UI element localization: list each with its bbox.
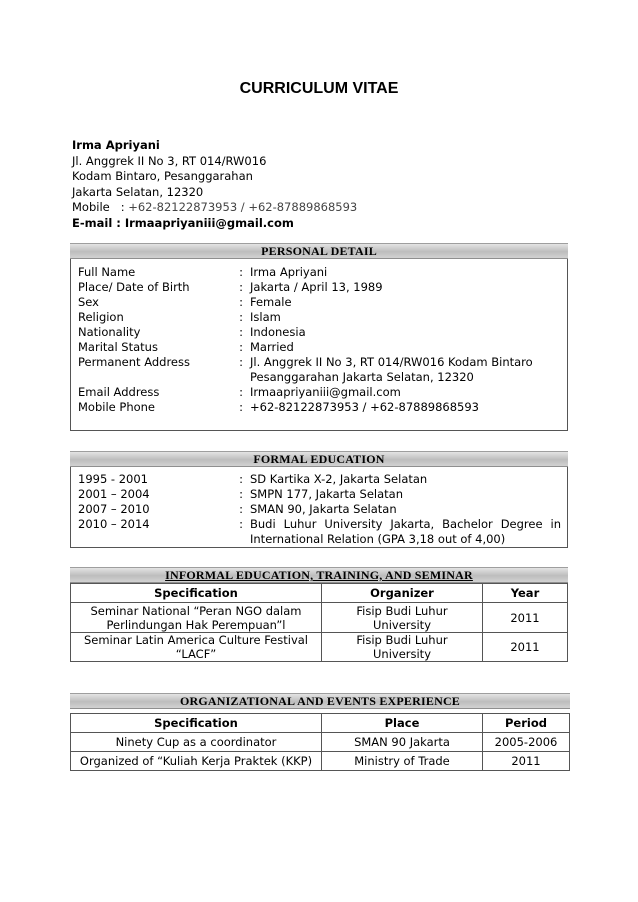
personal-detail-header: [70, 243, 568, 259]
personal-value: Female: [250, 295, 292, 309]
personal-row: [71, 295, 567, 310]
education-row: [71, 502, 567, 517]
contact-address-line-1: Jl. Anggrek II No 3, RT 014/RW016: [72, 153, 267, 168]
column-header: Organizer: [322, 584, 483, 603]
contact-mobile-label: Mobile :: [72, 200, 129, 214]
education-school-line-1: Budi Luhur University Jakarta, Bachelor Degree in: [250, 517, 561, 531]
personal-key: Sex: [78, 295, 99, 309]
personal-row: [71, 340, 567, 355]
column-header: Year: [483, 584, 568, 603]
address-line-1: Jl. Anggrek II No 3, RT 014/RW016 Kodam Bintaro: [250, 355, 533, 369]
colon: :: [239, 472, 243, 486]
organizational-table: [70, 713, 570, 771]
specification-cell: Organized of “Kuliah Kerja Praktek (KKP): [71, 752, 322, 771]
personal-detail-section: [70, 243, 568, 431]
informal-education-section: [70, 567, 568, 662]
column-header: Specification: [71, 714, 322, 733]
personal-value: Irma Apriyani: [250, 265, 328, 279]
organizer-cell: Fisip Budi Luhur University: [322, 633, 483, 662]
education-years: 2010 – 2014: [78, 517, 150, 531]
personal-detail-heading: PERSONAL DETAIL: [261, 244, 377, 258]
education-school: SD Kartika X-2, Jakarta Selatan: [250, 472, 428, 486]
colon: :: [239, 487, 243, 501]
contact-email: E-mail : Irmaapriyaniii@gmail.com: [72, 215, 294, 230]
education-row: [71, 472, 567, 487]
personal-key: Nationality: [78, 325, 141, 339]
personal-value: [250, 355, 567, 385]
informal-education-table: [70, 583, 568, 662]
colon: :: [239, 355, 243, 369]
table-row: [71, 633, 568, 662]
personal-row: [71, 310, 567, 325]
contact-mobile-value: +62-82122873953 / +62-87889868593: [128, 200, 358, 214]
table-row: [71, 733, 570, 752]
contact-address-line-2: Kodam Bintaro, Pesanggarahan: [72, 169, 253, 183]
address-line-2: Pesanggarahan Jakarta Selatan, 12320: [250, 370, 474, 384]
personal-key: Email Address: [78, 385, 160, 399]
personal-key: Permanent Address: [78, 355, 190, 369]
education-school: SMAN 90, Jakarta Selatan: [250, 502, 397, 516]
colon: :: [239, 517, 243, 531]
education-years: 1995 - 2001: [78, 472, 148, 486]
year-cell: 2011: [483, 603, 568, 633]
table-row: [71, 603, 568, 633]
informal-education-header: [70, 567, 568, 583]
column-header: Place: [322, 714, 483, 733]
personal-key: Mobile Phone: [78, 400, 156, 414]
colon: :: [239, 325, 243, 339]
personal-row: [71, 325, 567, 340]
table-row: [71, 752, 570, 771]
personal-row: [71, 265, 567, 280]
personal-key: Place/ Date of Birth: [78, 280, 190, 294]
personal-row: [71, 355, 567, 385]
organizer-cell: Fisip Budi Luhur University: [322, 603, 483, 633]
formal-education-box: [70, 467, 568, 548]
place-cell: SMAN 90 Jakarta: [322, 733, 483, 752]
personal-detail-box: [70, 259, 568, 431]
personal-value: Islam: [250, 310, 281, 324]
education-school: [250, 517, 567, 547]
colon: :: [239, 280, 243, 294]
contact-name: Irma Apriyani: [72, 138, 160, 152]
informal-education-heading: INFORMAL EDUCATION, TRAINING, AND SEMINAR: [165, 568, 473, 582]
contact-block: [72, 138, 357, 231]
personal-value: Indonesia: [250, 325, 306, 339]
personal-value: Married: [250, 340, 294, 354]
education-school-line-2: International Relation (GPA 3,18 out of 4,00): [250, 532, 506, 546]
formal-education-header: [70, 451, 568, 467]
personal-value: Jakarta / April 13, 1989: [250, 280, 383, 294]
place-cell: Ministry of Trade: [322, 752, 483, 771]
column-header: Specification: [71, 584, 322, 603]
education-years: 2001 – 2004: [78, 487, 150, 501]
spec-line-2: Perlindungan Hak Perempuan”l: [106, 617, 286, 632]
education-years: 2007 – 2010: [78, 502, 150, 516]
contact-mobile: [72, 200, 357, 216]
education-school: SMPN 177, Jakarta Selatan: [250, 487, 404, 501]
organizational-section: [70, 693, 570, 771]
spec-line-1: Seminar National “Peran NGO dalam: [90, 603, 302, 618]
colon: :: [239, 340, 243, 354]
colon: :: [239, 265, 243, 279]
period-cell: 2005-2006: [483, 733, 570, 752]
colon: :: [239, 400, 243, 414]
specification-cell: Ninety Cup as a coordinator: [71, 733, 322, 752]
table-header-row: [71, 714, 570, 733]
personal-key: Marital Status: [78, 340, 158, 354]
page-title: CURRICULUM VITAE: [239, 80, 399, 97]
personal-row: [71, 280, 567, 295]
organizational-header: [70, 693, 570, 709]
colon: :: [239, 502, 243, 516]
year-cell: 2011: [483, 633, 568, 662]
formal-education-heading: FORMAL EDUCATION: [253, 452, 385, 466]
personal-row: [71, 400, 567, 415]
personal-value: +62-82122873953 / +62-87889868593: [250, 400, 479, 414]
column-header: Period: [483, 714, 570, 733]
colon: :: [239, 295, 243, 309]
specification-cell: [71, 603, 322, 633]
education-row: [71, 517, 567, 547]
education-row: [71, 487, 567, 502]
organizational-heading: ORGANIZATIONAL AND EVENTS EXPERIENCE: [179, 694, 461, 708]
personal-value: Irmaapriyaniii@gmail.com: [250, 385, 401, 399]
period-cell: 2011: [483, 752, 570, 771]
spec-line-2: “LACF”: [175, 647, 217, 661]
spec-line-1: Seminar Latin America Culture Festival: [83, 633, 308, 647]
specification-cell: [71, 633, 322, 662]
personal-row: [71, 385, 567, 400]
personal-key: Religion: [78, 310, 124, 324]
colon: :: [239, 310, 243, 324]
personal-key: Full Name: [78, 265, 136, 279]
colon: :: [239, 385, 243, 399]
contact-address-line-3: Jakarta Selatan, 12320: [72, 184, 204, 199]
table-header-row: [71, 584, 568, 603]
formal-education-section: [70, 451, 568, 548]
